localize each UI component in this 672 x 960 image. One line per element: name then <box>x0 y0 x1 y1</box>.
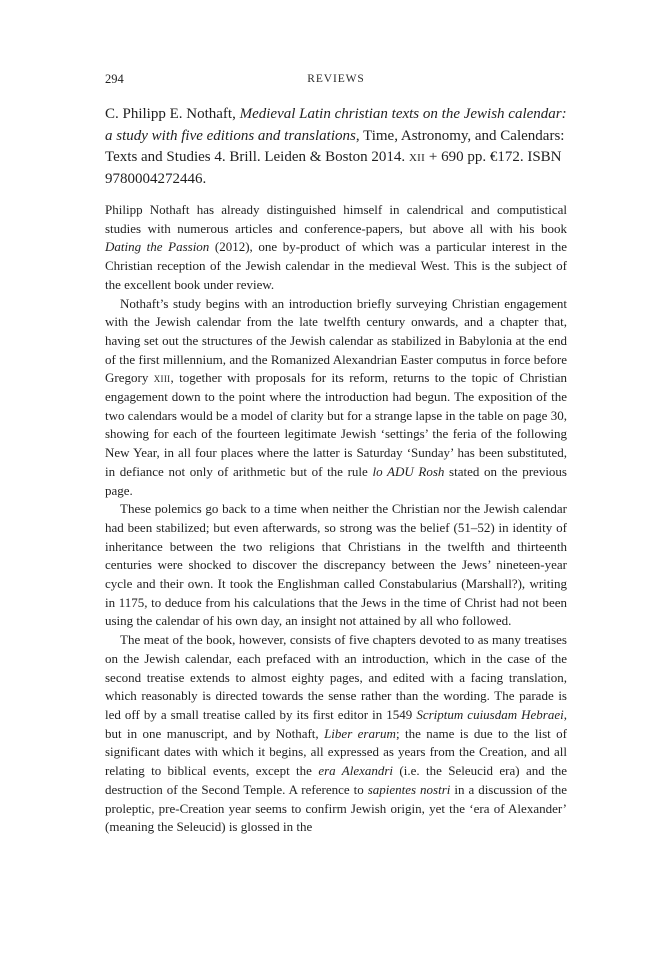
italic-text: Medieval Latin christian texts on the Jewish calendar: a study with five editions and translations <box>105 106 567 144</box>
small-caps-text: xii <box>408 149 426 165</box>
text-run: (i.e. the Seleucid era) and the destruction of the Second Temple. A reference to <box>105 763 567 797</box>
text-run: ; the name is due to the list of significant dates with which it begins, all expressed as years from the Creation, and all relating to biblical events, except the <box>105 725 567 779</box>
italic-text: Scriptum cuiusdam Hebraei <box>416 706 564 722</box>
review-paragraph <box>105 201 567 295</box>
italic-text: Liber erarum <box>324 725 396 741</box>
book-citation <box>105 104 567 190</box>
page-number: 294 <box>105 72 124 86</box>
review-body <box>105 201 567 837</box>
italic-text: lo ADU Rosh <box>372 463 445 479</box>
text-run: + 690 pp. €172. ISBN 9780004272446. <box>105 149 562 187</box>
review-paragraph <box>105 631 567 837</box>
italic-text: sapientes nostri <box>367 781 451 797</box>
running-head-title: REVIEWS <box>307 73 365 85</box>
review-paragraph <box>105 295 567 501</box>
text-run: , Time, Astronomy, and Calendars: Texts and Studies 4. Brill. Leiden & Boston 2014. <box>105 127 565 165</box>
italic-text: Dating the Passion <box>105 239 210 255</box>
review-paragraph <box>105 500 567 631</box>
text-run: stated on the previous page. <box>105 463 567 498</box>
italic-text: era Alexandri <box>318 763 394 779</box>
small-caps-text: xiii <box>153 370 171 386</box>
text-run: in a discussion of the proleptic, pre-Creation year seems to confirm Jewish origin, yet the ‘era of Alexander’ (meaning the Seleucid) is glossed in the <box>105 781 568 835</box>
running-header <box>105 72 567 87</box>
text-run: Philipp Nothaft has already distinguished himself in calendrical and computistical studies with numerous articles and conference-papers, but above all with his book <box>105 202 567 236</box>
text-run: , but in one manuscript, and by Nothaft, <box>105 706 568 741</box>
text-run: The meat of the book, however, consists of five chapters devoted to as many treatises on the Jewish calendar, each prefaced with an introduction, which in the case of the second treatise extends to almost eighty pages, and edited with a facing translation, which reasonably is directed towards the sense rather than the wording. The parade is led off by a small treatise called by its first editor in 1549 <box>105 632 567 722</box>
text-run: These polemics go back to a time when neither the Christian nor the Jewish calendar had been stabilized; but even afterwards, so strong was the belief (51–52) in identity of inheritance between the two religions that Christians in the twelfth and thirteenth centuries were shocked to discover the discrepancy between the Jews’ nineteen-year cycle and their own. It took the Englishman called Constabularius (Marshall?), writing in 1175, to deduce from his calculations that the Jews in the time of Christ had not been using the calendar of his own day, an insight not attained by all who followed. <box>105 501 567 629</box>
text-run: , together with proposals for its reform, returns to the topic of Christian engagement down to the point where the introduction had begun. The exposition of the two calendars would be a model of clarity but for a strange lapse in the table on page 30, showing for each of the fourteen legitimate Jewish ‘settings’ the feria of the following New Year, in all four places where the latter is Saturday ‘Sunday’ has been substituted, in defiance not only of arithmetic but of the rule <box>105 370 567 479</box>
text-run: (2012), one by-product of which was a particular interest in the Christian reception of the Jewish calendar in the medieval West. This is the subject of the excellent book under review. <box>105 239 567 292</box>
text-run: C. Philipp E. Nothaft, <box>105 106 240 122</box>
text-run: Nothaft’s study begins with an introduction briefly surveying Christian engagement with the Jewish calendar from the late twelfth century onwards, and a chapter that, having set out the structures of the Jewish calendar as stabilized in Babylonia at the end of the first millennium, and the Romanized Alexandrian Easter computus in force before Gregory <box>105 295 567 386</box>
